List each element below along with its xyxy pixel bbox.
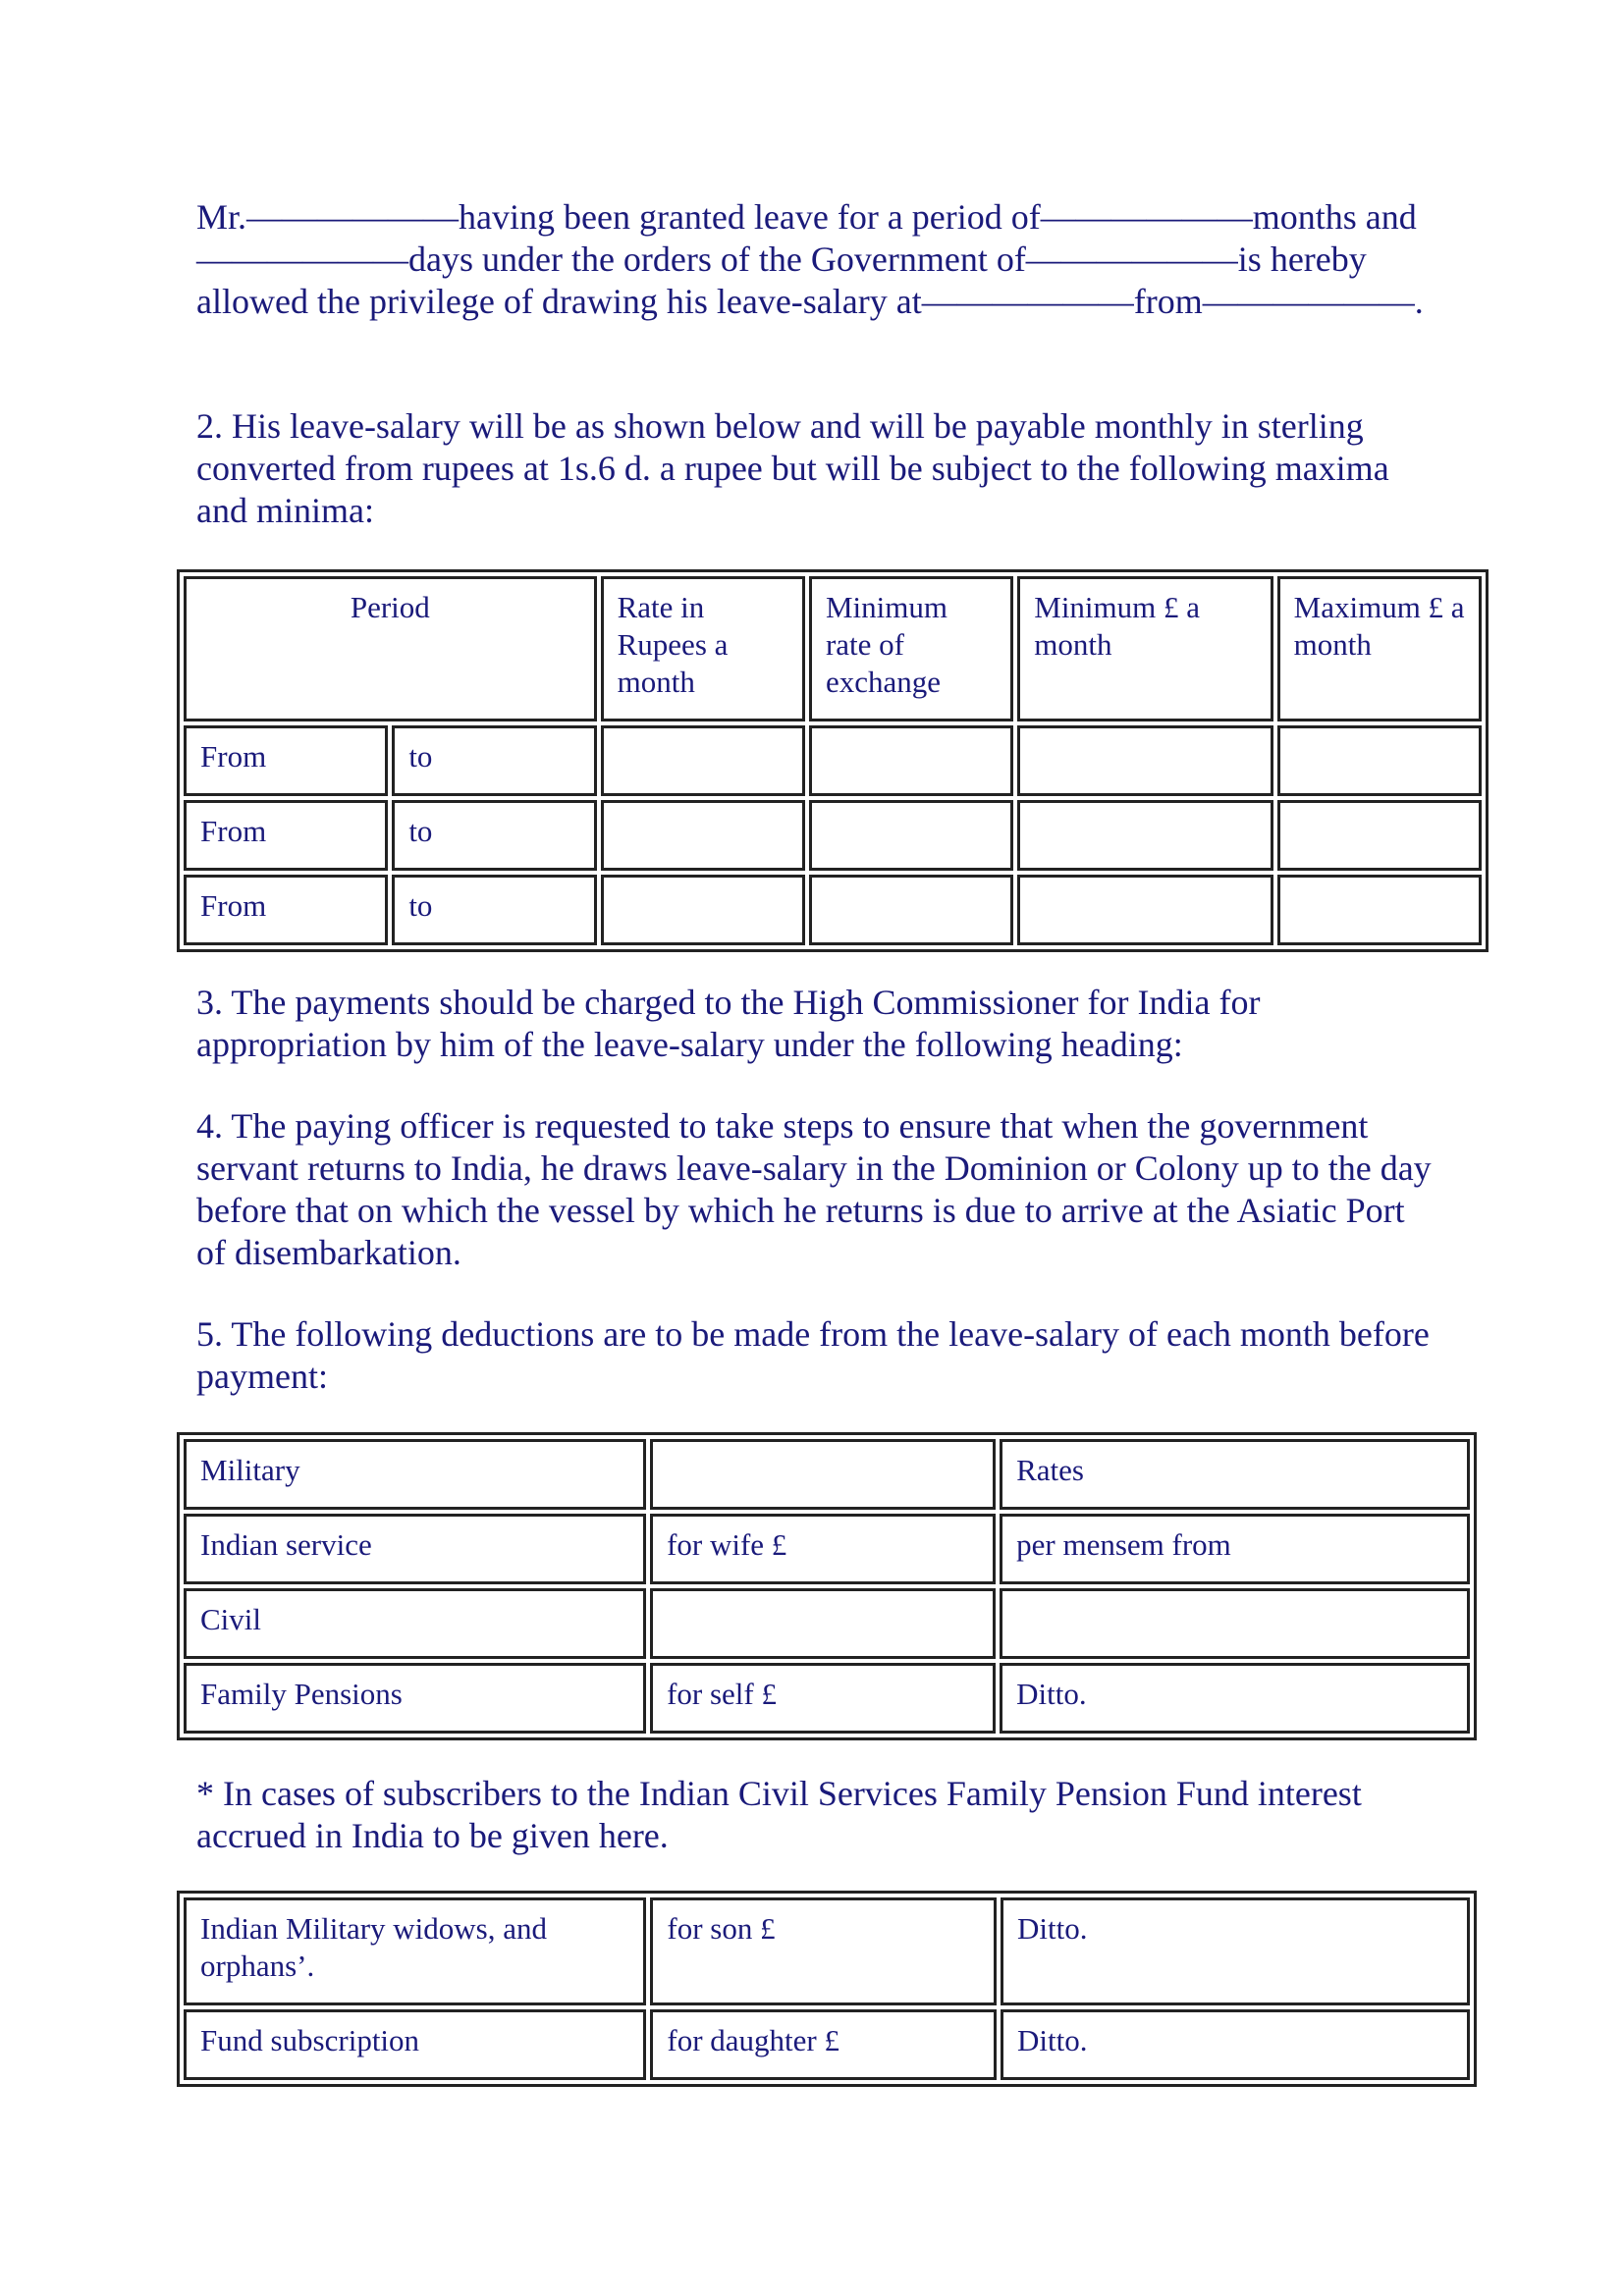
- period-rates-table: [177, 569, 1489, 952]
- deduction-category-cell: Indian service: [184, 1514, 646, 1584]
- period-from-cell: From: [184, 875, 388, 945]
- table-row: [184, 800, 1482, 871]
- paragraph-2-leave-salary: 2. His leave-salary will be as shown below and will be payable monthly in sterling converted from rupees at 1s.6 d. a rupee but will be subject to the following maxima and minima:: [196, 406, 1389, 530]
- paragraph-leave-grant: Mr.——————having been granted leave for a period of——————months and——————days under the orders of the Government of——————is hereby allowed the privilege of drawing his leave-salary at——————from——————.: [196, 197, 1424, 321]
- exchange-cell: [809, 800, 1013, 871]
- table-row: [184, 725, 1482, 796]
- deduction-category-cell: Civil: [184, 1588, 646, 1659]
- max-pound-cell: [1277, 800, 1482, 871]
- fund-amount-cell: for daughter £: [650, 2009, 997, 2080]
- rate-cell: [601, 725, 805, 796]
- table-row: [184, 1514, 1470, 1584]
- deduction-amount-cell: for wife £: [650, 1514, 996, 1584]
- fund-rate-cell: Ditto.: [1001, 1897, 1470, 2005]
- paragraph-5-deductions: 5. The following deductions are to be made from the leave-salary of each month before payment:: [196, 1314, 1430, 1396]
- table-row: [184, 1663, 1470, 1734]
- fund-subscription-table: [177, 1891, 1477, 2087]
- fund-rate-cell: Ditto.: [1001, 2009, 1470, 2080]
- deduction-rate-cell: Ditto.: [1000, 1663, 1470, 1734]
- period-from-cell: From: [184, 725, 388, 796]
- deduction-rate-cell: Rates: [1000, 1439, 1470, 1510]
- max-pound-cell: [1277, 725, 1482, 796]
- table-row: [184, 1897, 1470, 2005]
- deductions-table: [177, 1432, 1477, 1740]
- deduction-amount-cell: for self £: [650, 1663, 996, 1734]
- exchange-cell: [809, 875, 1013, 945]
- table-row: [184, 1588, 1470, 1659]
- period-to-cell: to: [392, 875, 596, 945]
- header-max-pound: Maximum £ a month: [1277, 576, 1482, 721]
- table-row: [184, 875, 1482, 945]
- paragraph-3-charges: 3. The payments should be charged to the High Commissioner for India for appropriation by him of the leave-salary under the following heading:: [196, 983, 1261, 1064]
- fund-category-cell: Fund subscription: [184, 2009, 646, 2080]
- table-row: [184, 1439, 1470, 1510]
- table-header-row: [184, 576, 1482, 721]
- period-to-cell: to: [392, 725, 596, 796]
- deduction-category-cell: Family Pensions: [184, 1663, 646, 1734]
- footnote-family-pension-fund: * In cases of subscribers to the Indian Civil Services Family Pension Fund interest accrued in India to be given here.: [196, 1774, 1362, 1855]
- header-rate-rupees: Rate in Rupees a month: [601, 576, 805, 721]
- fund-amount-cell: for son £: [650, 1897, 997, 2005]
- min-pound-cell: [1017, 800, 1272, 871]
- min-pound-cell: [1017, 875, 1272, 945]
- deduction-category-cell: Military: [184, 1439, 646, 1510]
- header-min-exchange: Minimum rate of exchange: [809, 576, 1013, 721]
- max-pound-cell: [1277, 875, 1482, 945]
- deduction-rate-cell: per mensem from: [1000, 1514, 1470, 1584]
- fund-category-cell: Indian Military widows, and orphans’.: [184, 1897, 646, 2005]
- rate-cell: [601, 800, 805, 871]
- deduction-amount-cell: [650, 1588, 996, 1659]
- header-min-pound: Minimum £ a month: [1017, 576, 1272, 721]
- rate-cell: [601, 875, 805, 945]
- deduction-amount-cell: [650, 1439, 996, 1510]
- min-pound-cell: [1017, 725, 1272, 796]
- period-from-cell: From: [184, 800, 388, 871]
- period-to-cell: to: [392, 800, 596, 871]
- header-period: Period: [184, 576, 597, 721]
- exchange-cell: [809, 725, 1013, 796]
- table-row: [184, 2009, 1470, 2080]
- deduction-rate-cell: [1000, 1588, 1470, 1659]
- paragraph-4-paying-officer: 4. The paying officer is requested to take steps to ensure that when the government servant returns to India, he draws leave-salary in the Dominion or Colony up to the day before that on which the vessel by which he returns is due to arrive at the Asiatic Port of disembarkation.: [196, 1106, 1432, 1272]
